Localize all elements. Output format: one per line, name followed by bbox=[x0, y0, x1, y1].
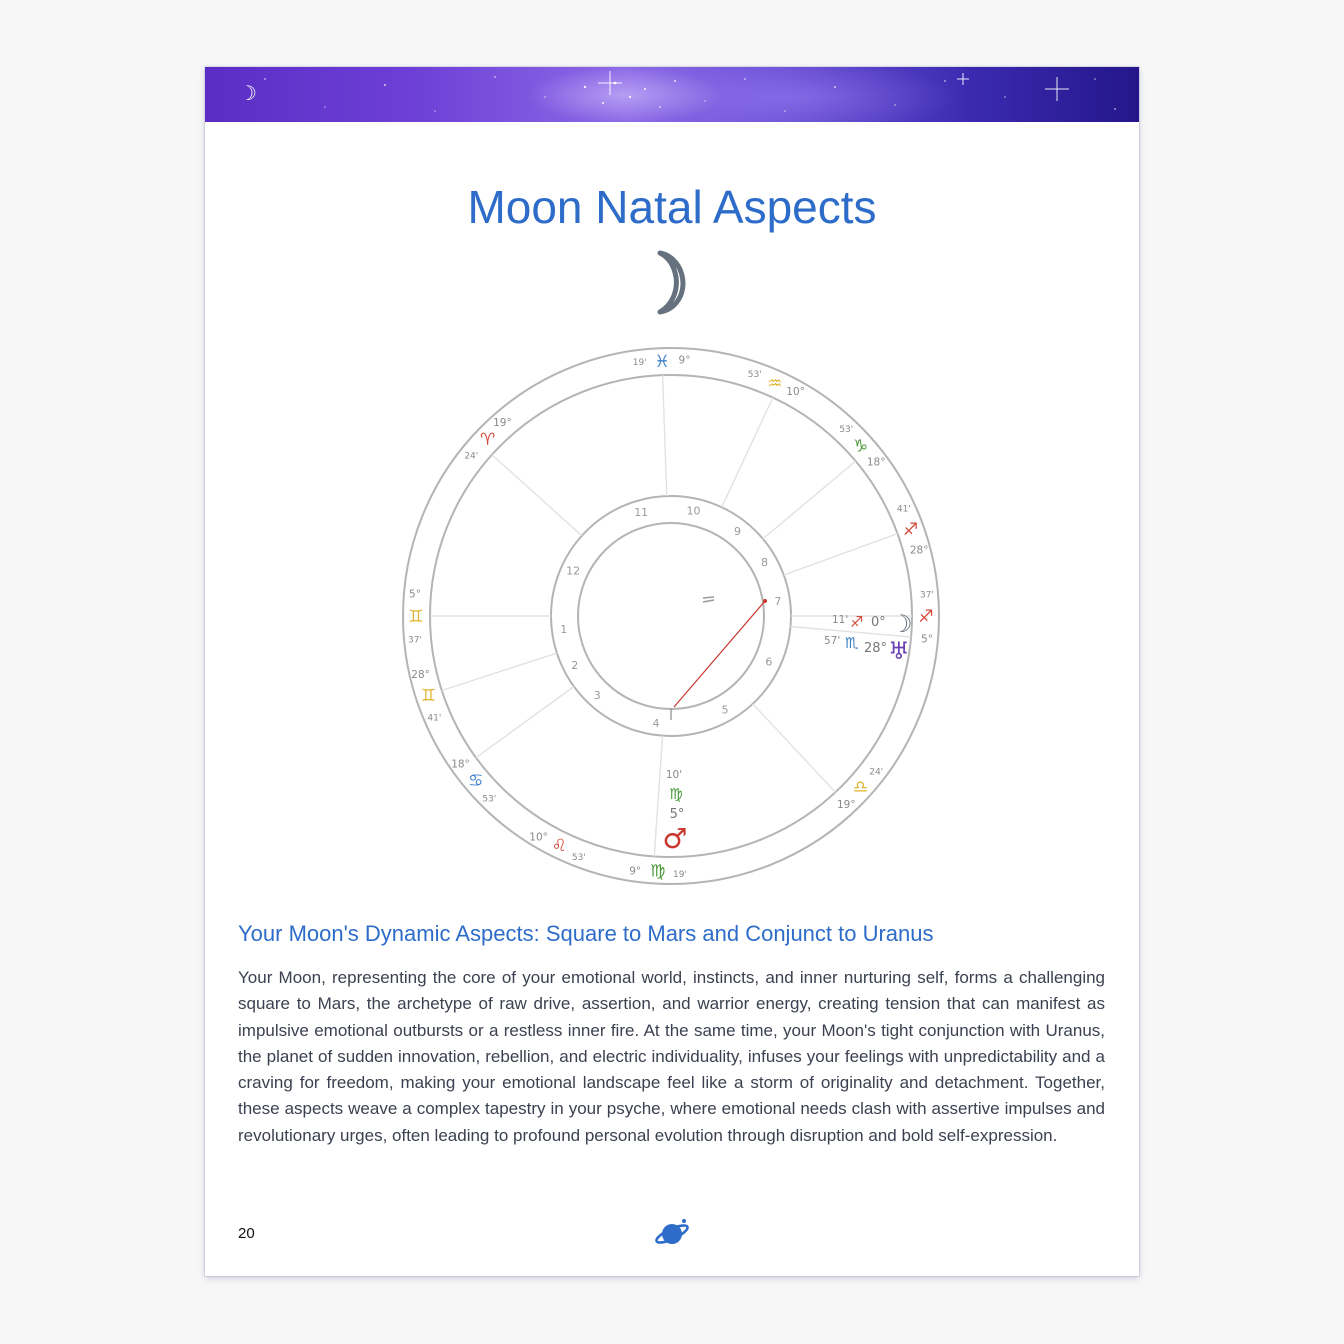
zodiac-sign-glyph: ♑ bbox=[852, 436, 869, 457]
sign-minute-label: 53' bbox=[571, 852, 586, 863]
mars-sign-glyph: ♍ bbox=[669, 785, 683, 803]
house-number: 10 bbox=[686, 504, 701, 518]
sign-degree-label: 5° bbox=[921, 633, 933, 646]
house-number: 9 bbox=[734, 524, 741, 538]
house-number: 8 bbox=[761, 556, 768, 569]
natal-chart-wheel bbox=[394, 337, 954, 897]
house-number: 3 bbox=[593, 689, 601, 702]
house-inner-ring bbox=[578, 523, 764, 709]
zodiac-sign-glyph: ♐ bbox=[902, 519, 919, 540]
sign-minute-label: 53' bbox=[839, 425, 854, 435]
sign-degree-label: 28° bbox=[909, 544, 929, 557]
moon-minute-label: 11' bbox=[832, 614, 849, 626]
zodiac-sign-glyph: ♌ bbox=[551, 836, 567, 857]
uranus-minute-label: 57' bbox=[824, 635, 841, 647]
mars-minute-label: 10' bbox=[665, 769, 683, 781]
uranus-degree-label: 28° bbox=[864, 641, 888, 656]
sign-degree-label: 19° bbox=[836, 799, 856, 811]
moon-tick bbox=[703, 597, 714, 598]
sign-degree-label: 9° bbox=[629, 865, 642, 878]
house-cusp-line bbox=[753, 704, 836, 793]
header-banner bbox=[205, 67, 1139, 122]
house-cusp-line bbox=[654, 736, 662, 857]
house-number: 11 bbox=[634, 506, 649, 520]
aspect-line-moon-mars bbox=[674, 601, 765, 707]
sign-minute-label: 24' bbox=[869, 767, 884, 778]
sign-minute-label: 37' bbox=[408, 635, 422, 646]
section-heading: Your Moon's Dynamic Aspects: Square to Mars and Conjunct to Uranus bbox=[238, 921, 934, 946]
house-cusp-line bbox=[763, 461, 856, 539]
mars-planet-glyph: ♂ bbox=[662, 822, 688, 855]
sign-degree-label: 28° bbox=[411, 668, 430, 681]
uranus-tick bbox=[703, 600, 714, 602]
sign-minute-label: 24' bbox=[464, 451, 479, 462]
crescent-moon-icon: ☽ bbox=[239, 81, 257, 105]
sign-degree-label: 10° bbox=[529, 831, 548, 844]
moon-planet-glyph: ☽ bbox=[891, 610, 913, 638]
sign-minute-label: 41' bbox=[896, 504, 911, 515]
house-number: 2 bbox=[571, 659, 579, 672]
house-number: 5 bbox=[721, 703, 729, 717]
sign-degree-label: 10° bbox=[786, 386, 805, 399]
house-cusp-line bbox=[442, 653, 557, 690]
uranus-sign-glyph: ♏ bbox=[845, 634, 859, 652]
house-outer-ring bbox=[551, 496, 791, 736]
zodiac-sign-glyph: ♊ bbox=[408, 607, 424, 627]
page-number: 20 bbox=[238, 1225, 255, 1242]
house-cusp-line bbox=[476, 687, 574, 758]
sign-minute-label: 19' bbox=[673, 869, 687, 880]
report-page bbox=[205, 67, 1139, 1276]
moon-icon bbox=[642, 247, 702, 317]
starfield bbox=[205, 67, 1139, 122]
sign-degree-label: 19° bbox=[493, 417, 512, 429]
zodiac-sign-glyph: ♋ bbox=[468, 770, 484, 791]
house-cusp-line bbox=[722, 398, 773, 508]
zodiac-sign-glyph: ♓ bbox=[654, 352, 670, 373]
sign-minute-label: 19' bbox=[632, 357, 647, 368]
moon-degree-label: 0° bbox=[871, 615, 886, 630]
house-cusp-line bbox=[784, 534, 898, 575]
zodiac-sign-glyph: ♍ bbox=[650, 861, 666, 882]
aspect-endpoint bbox=[763, 599, 767, 603]
sign-minute-label: 41' bbox=[427, 713, 442, 724]
sign-minute-label: 53' bbox=[482, 794, 497, 805]
uranus-planet-glyph: ♅ bbox=[888, 637, 910, 665]
zodiac-sign-glyph: ♐ bbox=[918, 607, 934, 627]
moon-sign-glyph: ♐ bbox=[850, 613, 864, 631]
planet-icon bbox=[653, 1216, 691, 1250]
sign-degree-label: 5° bbox=[409, 588, 421, 601]
house-number: 6 bbox=[765, 655, 773, 669]
zodiac-sign-glyph: ♊ bbox=[420, 685, 437, 706]
house-cusp-line bbox=[663, 375, 667, 496]
zodiac-sign-glyph: ♈ bbox=[479, 429, 496, 450]
sign-degree-label: 18° bbox=[866, 456, 886, 469]
house-number: 7 bbox=[774, 595, 782, 608]
sign-degree-label: 9° bbox=[678, 354, 691, 367]
sign-minute-label: 53' bbox=[747, 370, 762, 380]
mars-degree-label: 5° bbox=[669, 807, 685, 822]
house-cusp-line bbox=[492, 455, 582, 536]
house-number: 1 bbox=[560, 623, 568, 637]
sign-minute-label: 37' bbox=[920, 590, 934, 601]
zodiac-sign-glyph: ♎ bbox=[852, 777, 869, 798]
house-number: 12 bbox=[566, 564, 581, 578]
page-title: Moon Natal Aspects bbox=[467, 181, 877, 233]
sign-degree-label: 18° bbox=[451, 758, 470, 771]
section-body: Your Moon, representing the core of your emotional world, instincts, and inner nurturing self, forms a challenging square to Mars, the archetype of raw drive, assertion, and warrior energy, creating tension that can manifest as impulsive emotional outbursts or a restless inner fire. At the same time, your Moon's tight conjunction with Uranus, the planet of sudden innovation, rebellion, and electric individuality, infuses your feelings with unpredictability and a craving for freedom, making your emotional landscape feel like a storm of originality and detachment. Together, these aspects weave a complex tapestry in your psyche, where emotional needs clash with assertive impulses and revolutionary urges, often leading to profound personal evolution through disruption and bold self-expression. bbox=[238, 968, 1105, 1145]
zodiac-sign-glyph: ♒ bbox=[767, 374, 783, 394]
house-number: 4 bbox=[652, 716, 660, 730]
